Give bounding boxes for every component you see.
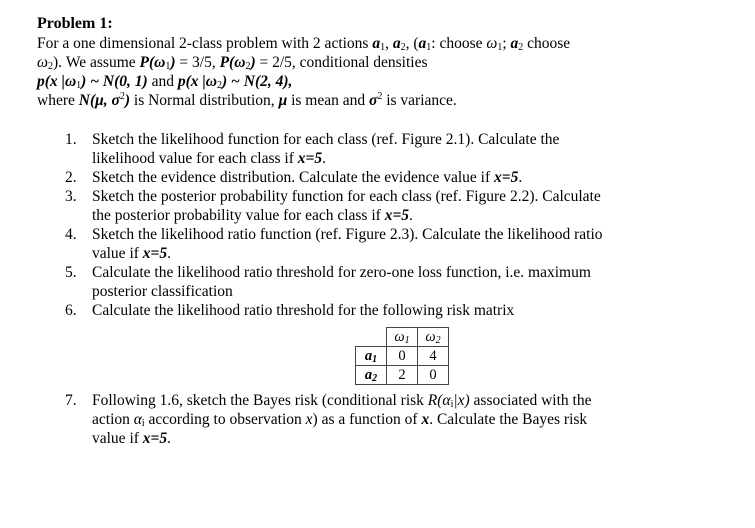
matrix-cell: 0 — [418, 366, 449, 385]
table-row — [356, 366, 449, 385]
problem-title: Problem 1: — [37, 15, 113, 32]
list-item: 6. Calculate the likelihood ratio threshold for the following risk matrix — [65, 302, 515, 319]
matrix-cell: 4 — [418, 347, 449, 366]
intro-line-1: For a one dimensional 2-class problem with 2 actions $a_1$, $a_2$, ($a_1$: choose $\omega_1$; $a_2$ choose — [37, 35, 571, 53]
col-header: $\omega_2$ — [418, 328, 449, 347]
intro-line-2: $\omega_2$). We assume $P(\omega_1) = 3/5$, $P(\omega_2) = 2/5$, conditional densities — [37, 54, 428, 72]
intro-line-4: where N(μ, $\sigma^2$) is Normal distribution, μ is mean and $\sigma^2$ is variance. — [37, 90, 457, 109]
list-item: 2. Sketch the evidence distribution. Calculate the evidence value if x=5. — [65, 169, 523, 186]
list-item: 4. Sketch the likelihood ratio function (ref. Figure 2.3). Calculate the likelihood ratio value if x=5. — [65, 226, 603, 262]
task-list-continued — [37, 391, 737, 448]
task-list — [37, 130, 737, 320]
intro-line-3: p(x $|\omega_1$) ~ N(0, 1) and p(x $|\omega_2$) ~ N(2, 4), — [37, 73, 293, 91]
matrix-cell: 2 — [387, 366, 418, 385]
row-header: $a_1$ — [356, 347, 387, 366]
list-item: 5. Calculate the likelihood ratio threshold for zero-one loss function, i.e. maximum posterior classification — [65, 264, 591, 300]
table-row — [356, 347, 449, 366]
row-header: $a_2$ — [356, 366, 387, 385]
problem-intro — [37, 34, 737, 110]
col-header: $\omega_1$ — [387, 328, 418, 347]
document-page — [37, 14, 737, 448]
list-item: 3. Sketch the posterior probability function for each class (ref. Figure 2.2). Calculate the posterior probability value for each class if x=5. — [65, 188, 601, 224]
list-item: 7. Following 1.6, sketch the Bayes risk (conditional risk $R(\alpha_i|x)$ associated with the action $\alpha_i$ according to observation x) as a function of x. Calculate the Bayes risk value if x=5. — [65, 392, 592, 447]
matrix-cell: 0 — [387, 347, 418, 366]
risk-matrix — [355, 327, 449, 385]
risk-matrix-wrap — [37, 327, 737, 385]
list-item: 1. Sketch the likelihood function for each class (ref. Figure 2.1). Calculate the likelihood value for each class if x=5. — [65, 131, 560, 167]
